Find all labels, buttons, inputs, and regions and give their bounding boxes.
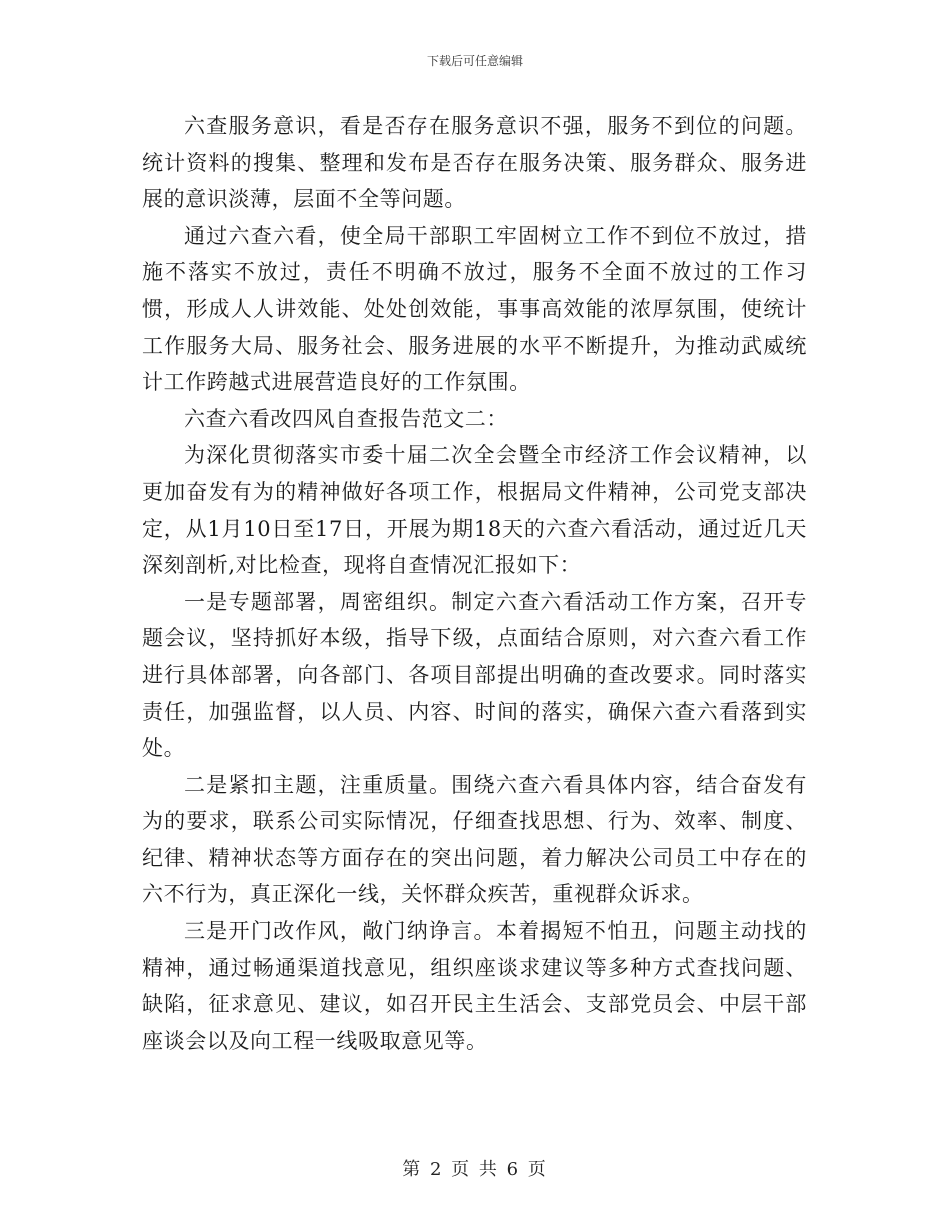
paragraph-6: 二是紧扣主题，注重质量。围绕六查六看具体内容，结合奋发有为的要求，联系公司实际情况，仔细查找思想、行为、效率、制度、纪律、精神状态等方面存在的突出问题，着力解决公司员工中存在的六不行为，真正深化一线，关怀群众疾苦，重视群众诉求。 <box>142 772 807 907</box>
document-body <box>142 108 807 1059</box>
page-number-label: 第 2 页 共 6 页 <box>402 1159 548 1180</box>
paragraph-5: 一是专题部署，周密组织。制定六查六看活动工作方案，召开专题会议，坚持抓好本级，指导下级，点面结合原则，对六查六看工作进行具体部署，向各部门、各项目部提出明确的查改要求。同时落实责任，加强监督，以人员、内容、时间的落实，确保六查六看落到实处。 <box>142 589 807 761</box>
paragraph-4: 为深化贯彻落实市委十届二次全会暨全市经济工作会议精神，以更加奋发有为的精神做好各项工作，根据局文件精神，公司党支部决定，从1月10日至17日，开展为期18天的六查六看活动，通过近几天深刻剖析,对比检查，现将自查情况汇报如下： <box>142 443 807 578</box>
paragraph-2: 通过六查六看，使全局干部职工牢固树立工作不到位不放过，措施不落实不放过，责任不明确不放过，服务不全面不放过的工作习惯，形成人人讲效能、处处创效能，事事高效能的浓厚氛围，使统计工作服务大局、服务社会、服务进展的水平不断提升，为推动武威统计工作跨越式进展营造良好的工作氛围。 <box>142 223 807 395</box>
paragraph-3-subtitle: 六查六看改四风自查报告范文二： <box>184 406 508 431</box>
page-header-note: 下载后可任意编辑 <box>426 54 523 68</box>
paragraph-1: 六查服务意识，看是否存在服务意识不强，服务不到位的问题。统计资料的搜集、整理和发布是否存在服务决策、服务群众、服务进展的意识淡薄，层面不全等问题。 <box>142 114 807 212</box>
paragraph-7: 三是开门改作风，敞门纳诤言。本着揭短不怕丑，问题主动找的精神，通过畅通渠道找意见，组织座谈求建议等多种方式查找问题、缺陷，征求意见、建议，如召开民主生活会、支部党员会、中层干部座谈会以及向工程一线吸取意见等。 <box>142 919 807 1053</box>
page-footer <box>0 1155 950 1181</box>
